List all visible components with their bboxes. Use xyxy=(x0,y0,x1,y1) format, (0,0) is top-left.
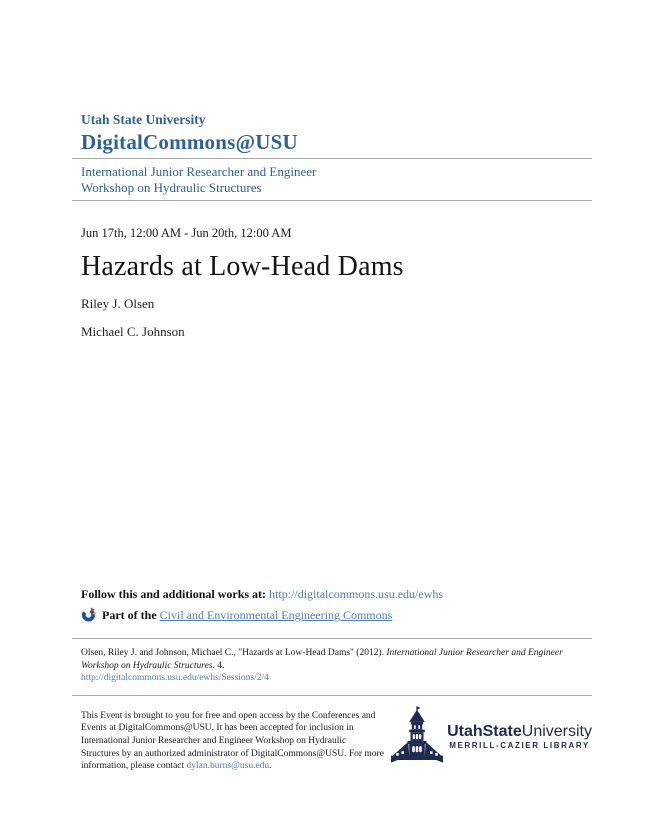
article-title: Hazards at Low-Head Dams xyxy=(81,251,404,282)
library-logo-text xyxy=(447,723,592,750)
follow-works-label: Follow this and additional works at: xyxy=(81,587,267,601)
wordmark-utahstate: UtahState xyxy=(447,722,522,740)
part-of-label: Part of the xyxy=(102,608,157,622)
follow-works-line xyxy=(81,586,592,602)
network-commons-icon xyxy=(81,607,96,626)
divider xyxy=(72,200,592,201)
contact-email-link[interactable]: dylan.burns@usu.edu xyxy=(186,761,270,772)
series-title-line2: Workshop on Hydraulic Structures xyxy=(81,179,262,195)
citation-journal: International Junior Researcher and Engineer Workshop on Hydraulic Structures. xyxy=(81,648,563,671)
citation-text: Olsen, Riley J. and Johnson, Michael C., "Hazards at Low-Head Dams" (2012). xyxy=(81,648,384,658)
repository-url-link[interactable]: http://digitalcommons.usu.edu/ewhs xyxy=(269,587,444,601)
record-main xyxy=(72,226,592,340)
part-of-line xyxy=(81,607,592,626)
follow-section xyxy=(72,586,592,626)
masthead xyxy=(72,0,592,154)
access-notice-text: This Event is brought to you for free and open access by the Conferences and Events at DigitalCommons@USU. It has been accepted for inclusion in International Junior Researcher and Engineer Workshop on Hydraulic Structures by an authorized administrator of DigitalCommons@USU. For more information, please contact xyxy=(81,710,384,772)
library-logo xyxy=(391,704,592,769)
event-dates: Jun 17th, 12:00 AM - Jun 20th, 12:00 AM xyxy=(81,226,292,240)
discipline-commons-link[interactable]: Civil and Environmental Engineering Commons xyxy=(159,608,393,622)
wordmark-university: University xyxy=(521,722,592,740)
usu-old-main-tower-icon xyxy=(391,704,443,769)
university-wordmark xyxy=(447,723,592,740)
author-name: Michael C. Johnson xyxy=(81,324,185,339)
series-title xyxy=(72,164,592,195)
footer xyxy=(72,710,592,774)
site-title: DigitalCommons@USU xyxy=(81,130,298,154)
access-notice xyxy=(81,710,385,774)
divider xyxy=(72,638,592,639)
citation-url-link[interactable]: http://digitalcommons.usu.edu/ewhs/Sessions/2/4 xyxy=(81,673,269,683)
institution-name: Utah State University xyxy=(81,112,206,127)
divider xyxy=(72,695,592,696)
library-name: MERRILL-CAZIER LIBRARY xyxy=(449,740,590,750)
access-notice-period: . xyxy=(269,761,272,772)
author-name: Riley J. Olsen xyxy=(81,296,155,311)
series-title-line1: International Junior Researcher and Engineer xyxy=(81,164,317,179)
citation-number: 4. xyxy=(217,660,225,671)
divider xyxy=(72,158,592,159)
recommended-citation xyxy=(72,647,584,685)
